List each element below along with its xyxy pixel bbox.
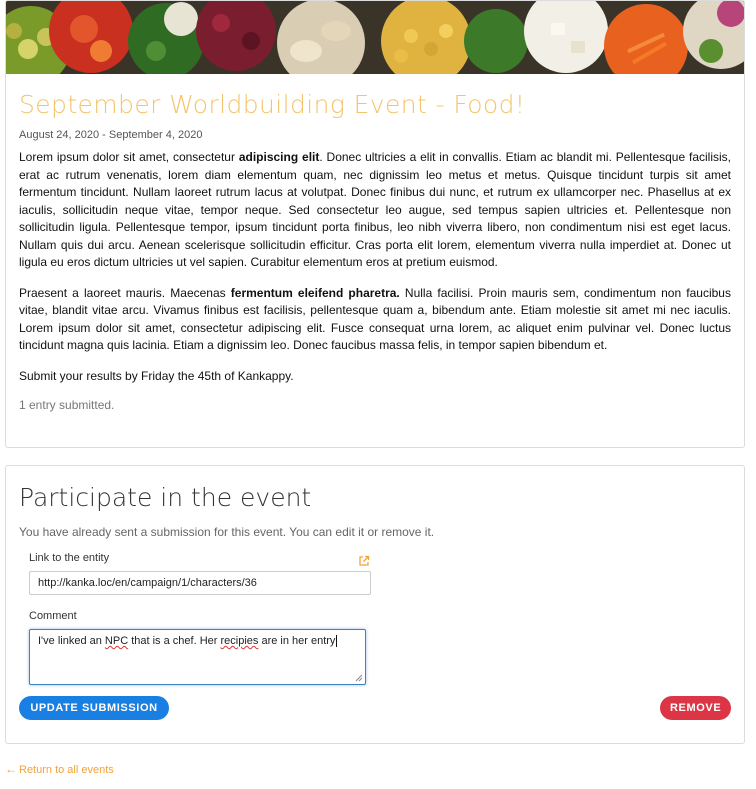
description-paragraph — [19, 149, 731, 272]
bold-text: fermentum eleifend pharetra. — [230, 285, 400, 300]
event-dates: August 24, 2020 - September 4, 2020 — [19, 129, 203, 141]
event-title: September Worldbuilding Event - Food! — [19, 90, 526, 119]
entries-count: 1 entry submitted. — [19, 398, 115, 412]
return-to-events-link[interactable] — [5, 762, 114, 776]
text-run: Lorem ipsum dolor sit amet, consectetur — [19, 150, 239, 164]
comment-field — [29, 610, 371, 685]
comment-text: are in her entry — [258, 635, 336, 647]
arrow-left-icon: ← — [5, 762, 17, 776]
text-run: Nulla facilisi. Proin mauris sem, condimentum non faucibus vitae, blandit vitae arcu. Vivamus finibus est facilisis, pellentesque quam a, bibendum ante. Etiam molestie sit amet mi nec iaculis. Lorem ipsum dolor sit amet, consectetur adipiscing elit. Fusce consequat urna lorem, ac aliquet enim pulvinar vel. Donec luctus tincidunt magna quis lacinia. Etiam a dignissim leo. Donec faucibus massa felis, in tempor sapien bibendum et. — [19, 285, 731, 352]
remove-button[interactable]: REMOVE — [660, 696, 731, 720]
entity-link-field — [29, 552, 371, 595]
comment-textarea[interactable] — [29, 629, 366, 685]
external-link-icon[interactable] — [358, 555, 370, 567]
bold-text: adipiscing elit — [238, 150, 320, 164]
food-banner-image — [6, 1, 744, 74]
text-run: . Donec ultricies a elit in convallis. Etiam ac blandit mi. Pellentesque facilisis, erat ac rutrum venenatis, lorem diam elementum quam, nec dignissim leo metus et metus. Quisque tincidunt turpis sit amet fermentum tincidunt. Nullam laoreet rutrum lacus at volutpat. Donec finibus dui nunc, et rutrum ex ullamcorper nec. Phasellus at ex iaculis, sollicitudin neque vitae, tempor neque. Sed consectetur leo augue, sed tempus sapien ultricies et. Pellentesque non sollicitudin ligula. Pellentesque tempor, ipsum tincidunt porta finibus, leo nibh viverra libero, non condimentum nisi est eget lacus. Nullam quis dui arcu. Aenean scelerisque sollicitudin efficitur. Cras porta elit lorem, elementum viverra nulla imperdiet at. Donec ut ligula eu eros dictum ultricies ut vel sapien. Curabitur elementum eros at pretium euismod. — [19, 150, 731, 269]
return-link-label: Return to all events — [19, 764, 114, 776]
description-paragraph — [19, 285, 731, 355]
participate-card — [5, 465, 745, 744]
comment-label: Comment — [29, 610, 77, 622]
update-submission-button[interactable]: UPDATE SUBMISSION — [19, 696, 169, 720]
event-card — [5, 0, 745, 448]
participate-title: Participate in the event — [19, 483, 312, 512]
event-description — [19, 149, 731, 385]
misspelled-word: recipies — [220, 635, 259, 647]
comment-text: I've linked an — [38, 635, 105, 647]
resize-grip-icon[interactable] — [355, 674, 363, 682]
text-run: Praesent a laoreet mauris. Maecenas — [19, 285, 231, 300]
entity-link-input[interactable]: http://kanka.loc/en/campaign/1/characters/36 — [29, 571, 371, 595]
misspelled-word: NPC — [104, 635, 129, 647]
text-cursor — [336, 635, 337, 647]
entity-link-label: Link to the entity — [29, 552, 110, 564]
submission-note: You have already sent a submission for this event. You can edit it or remove it. — [19, 525, 435, 539]
comment-text: that is a chef. Her — [128, 635, 221, 647]
submission-deadline: Submit your results by Friday the 45th of Kankappy. — [19, 368, 294, 383]
